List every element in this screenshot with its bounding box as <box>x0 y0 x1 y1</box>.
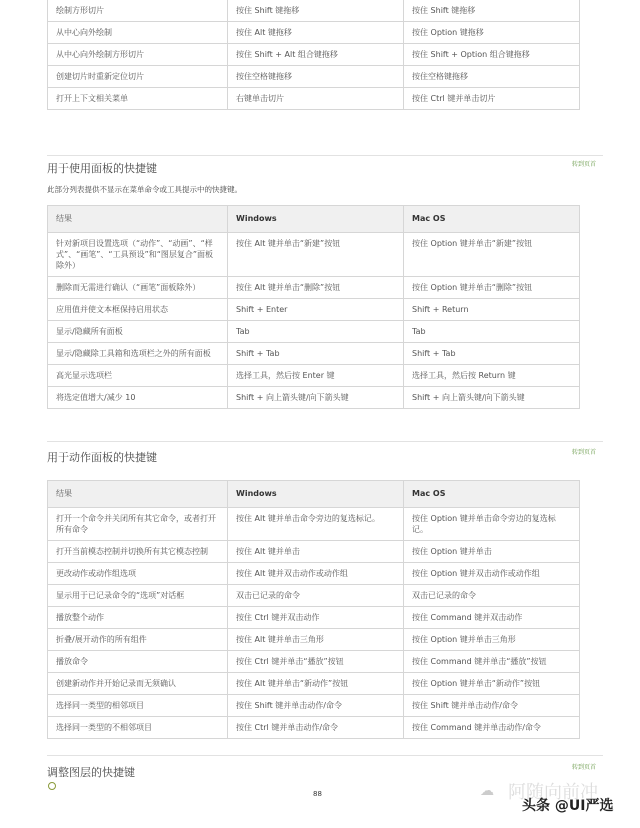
cell-macos: 按住 Option 键并单击三角形 <box>404 629 580 651</box>
cell-result: 显示/隐藏所有面板 <box>48 321 228 343</box>
table-row <box>48 585 580 607</box>
table-row <box>48 607 580 629</box>
table-row <box>48 673 580 695</box>
cell-result: 选择同一类型的不相邻项目 <box>48 717 228 739</box>
table-row <box>48 277 580 299</box>
section-description: 此部分列表提供不显示在菜单命令或工具提示中的快捷键。 <box>47 185 242 194</box>
table-row <box>48 233 580 277</box>
table-row <box>48 365 580 387</box>
cell-result: 选择同一类型的相邻项目 <box>48 695 228 717</box>
cell-windows: 按住 Shift + Alt 组合键拖移 <box>228 44 404 66</box>
wechat-icon: ☁ <box>480 783 494 799</box>
cell-result: 打开一个命令并关闭所有其它命令，或者打开所有命令 <box>48 508 228 541</box>
table-row <box>48 695 580 717</box>
header-result: 结果 <box>48 481 228 508</box>
back-to-top-link[interactable]: 转到页首 <box>572 161 597 168</box>
cell-macos: 按住 Ctrl 键并单击切片 <box>404 88 580 110</box>
cell-result: 创建新动作并开始记录而无须确认 <box>48 673 228 695</box>
cell-windows: 双击已记录的命令 <box>228 585 404 607</box>
cell-result: 删除而无需进行确认（“画笔”面板除外） <box>48 277 228 299</box>
cell-result: 播放整个动作 <box>48 607 228 629</box>
cell-windows: 按住 Ctrl 键并双击动作 <box>228 607 404 629</box>
cell-windows: 按住 Alt 键并单击 <box>228 541 404 563</box>
cell-windows: Shift + Enter <box>228 299 404 321</box>
cell-result: 针对新项目设置选项（“动作”、“动画”、“样式”、“画笔”、“工具预设”和“图层复合”面板除外） <box>48 233 228 277</box>
table-row <box>48 321 580 343</box>
header-result: 结果 <box>48 206 228 233</box>
table-row <box>48 0 580 22</box>
table-row <box>48 44 580 66</box>
cell-result: 创建切片时重新定位切片 <box>48 66 228 88</box>
cell-macos: 按住 Shift + Option 组合键拖移 <box>404 44 580 66</box>
cell-windows: 按住 Shift 键并单击动作/命令 <box>228 695 404 717</box>
cell-macos: 按住 Option 键并单击“新动作”按钮 <box>404 673 580 695</box>
panel-shortcuts-table <box>47 205 580 409</box>
watermark-credit: 头条 @UI严选 <box>522 798 614 814</box>
cell-windows: 按住 Alt 键并单击“新建”按钮 <box>228 233 404 277</box>
cell-windows: 按住 Alt 键并双击动作或动作组 <box>228 563 404 585</box>
cell-windows: 按住 Alt 键并单击三角形 <box>228 629 404 651</box>
cell-windows: 按住 Alt 键并单击“新动作”按钮 <box>228 673 404 695</box>
page-number: 88 <box>313 790 322 798</box>
header-windows: Windows <box>228 206 404 233</box>
cell-windows: 按住 Alt 键并单击“删除”按钮 <box>228 277 404 299</box>
table-row <box>48 343 580 365</box>
table-row <box>48 563 580 585</box>
cell-windows: Shift + Tab <box>228 343 404 365</box>
table-row <box>48 717 580 739</box>
cell-macos: 按住 Option 键拖移 <box>404 22 580 44</box>
cell-result: 绘制方形切片 <box>48 0 228 22</box>
section-divider <box>47 755 603 756</box>
bullet-circle-icon <box>48 782 56 790</box>
header-macos: Mac OS <box>404 206 580 233</box>
cell-windows: 按住空格键拖移 <box>228 66 404 88</box>
cell-result: 从中心向外绘制方形切片 <box>48 44 228 66</box>
cell-result: 更改动作或动作组选项 <box>48 563 228 585</box>
section-title-layers: 调整图层的快捷键 <box>47 766 135 779</box>
section-title-actions: 用于动作面板的快捷键 <box>47 451 157 464</box>
header-macos: Mac OS <box>404 481 580 508</box>
cell-macos: 按住 Command 键并单击“播放”按钮 <box>404 651 580 673</box>
cell-result: 显示用于已记录命令的“选项”对话框 <box>48 585 228 607</box>
cell-windows: Shift + 向上箭头键/向下箭头键 <box>228 387 404 409</box>
cell-windows: 按住 Ctrl 键并单击“播放”按钮 <box>228 651 404 673</box>
cell-macos: 按住 Option 键并单击 <box>404 541 580 563</box>
cell-macos: Shift + Return <box>404 299 580 321</box>
cell-result: 打开当前模态控制并切换所有其它模态控制 <box>48 541 228 563</box>
back-to-top-link[interactable]: 转到页首 <box>572 764 597 771</box>
watermark: 阿随向前冲 <box>508 782 598 803</box>
cell-macos: 按住 Command 键并单击动作/命令 <box>404 717 580 739</box>
cell-windows: 按住 Alt 键拖移 <box>228 22 404 44</box>
cell-macos: 双击已记录的命令 <box>404 585 580 607</box>
cell-windows: 按住 Alt 键并单击命令旁边的复选标记。 <box>228 508 404 541</box>
header-windows: Windows <box>228 481 404 508</box>
cell-windows: 右键单击切片 <box>228 88 404 110</box>
slice-shortcuts-table <box>47 0 580 110</box>
table-row <box>48 541 580 563</box>
cell-result: 高光显示选项栏 <box>48 365 228 387</box>
cell-windows: 选择工具，然后按 Enter 键 <box>228 365 404 387</box>
table-row <box>48 66 580 88</box>
cell-result: 应用值并使文本框保持启用状态 <box>48 299 228 321</box>
back-to-top-link[interactable]: 转到页首 <box>572 449 597 456</box>
cell-macos: 按住 Command 键并双击动作 <box>404 607 580 629</box>
section-divider <box>47 155 603 156</box>
table-row <box>48 651 580 673</box>
table-row <box>48 508 580 541</box>
cell-macos: 按住空格键拖移 <box>404 66 580 88</box>
cell-result: 从中心向外绘制 <box>48 22 228 44</box>
cell-macos: 按住 Shift 键并单击动作/命令 <box>404 695 580 717</box>
cell-windows: Tab <box>228 321 404 343</box>
cell-macos: Tab <box>404 321 580 343</box>
table-row <box>48 629 580 651</box>
cell-macos: 按住 Option 键并双击动作或动作组 <box>404 563 580 585</box>
section-title-panels: 用于使用面板的快捷键 <box>47 162 157 175</box>
table-row <box>48 22 580 44</box>
table-row <box>48 299 580 321</box>
action-shortcuts-table <box>47 480 580 739</box>
cell-result: 打开上下文相关菜单 <box>48 88 228 110</box>
cell-result: 折叠/展开动作的所有组件 <box>48 629 228 651</box>
cell-windows: 按住 Ctrl 键并单击动作/命令 <box>228 717 404 739</box>
cell-macos: 按住 Option 键并单击“删除”按钮 <box>404 277 580 299</box>
cell-macos: Shift + Tab <box>404 343 580 365</box>
cell-result: 播放命令 <box>48 651 228 673</box>
section-divider <box>47 441 603 442</box>
table-row <box>48 387 580 409</box>
cell-result: 显示/隐藏除工具箱和选项栏之外的所有面板 <box>48 343 228 365</box>
cell-result: 将选定值增大/减少 10 <box>48 387 228 409</box>
cell-macos: Shift + 向上箭头键/向下箭头键 <box>404 387 580 409</box>
cell-macos: 选择工具，然后按 Return 键 <box>404 365 580 387</box>
cell-macos: 按住 Shift 键拖移 <box>404 0 580 22</box>
table-row <box>48 88 580 110</box>
cell-windows: 按住 Shift 键拖移 <box>228 0 404 22</box>
cell-macos: 按住 Option 键并单击“新建”按钮 <box>404 233 580 277</box>
cell-macos: 按住 Option 键并单击命令旁边的复选标记。 <box>404 508 580 541</box>
